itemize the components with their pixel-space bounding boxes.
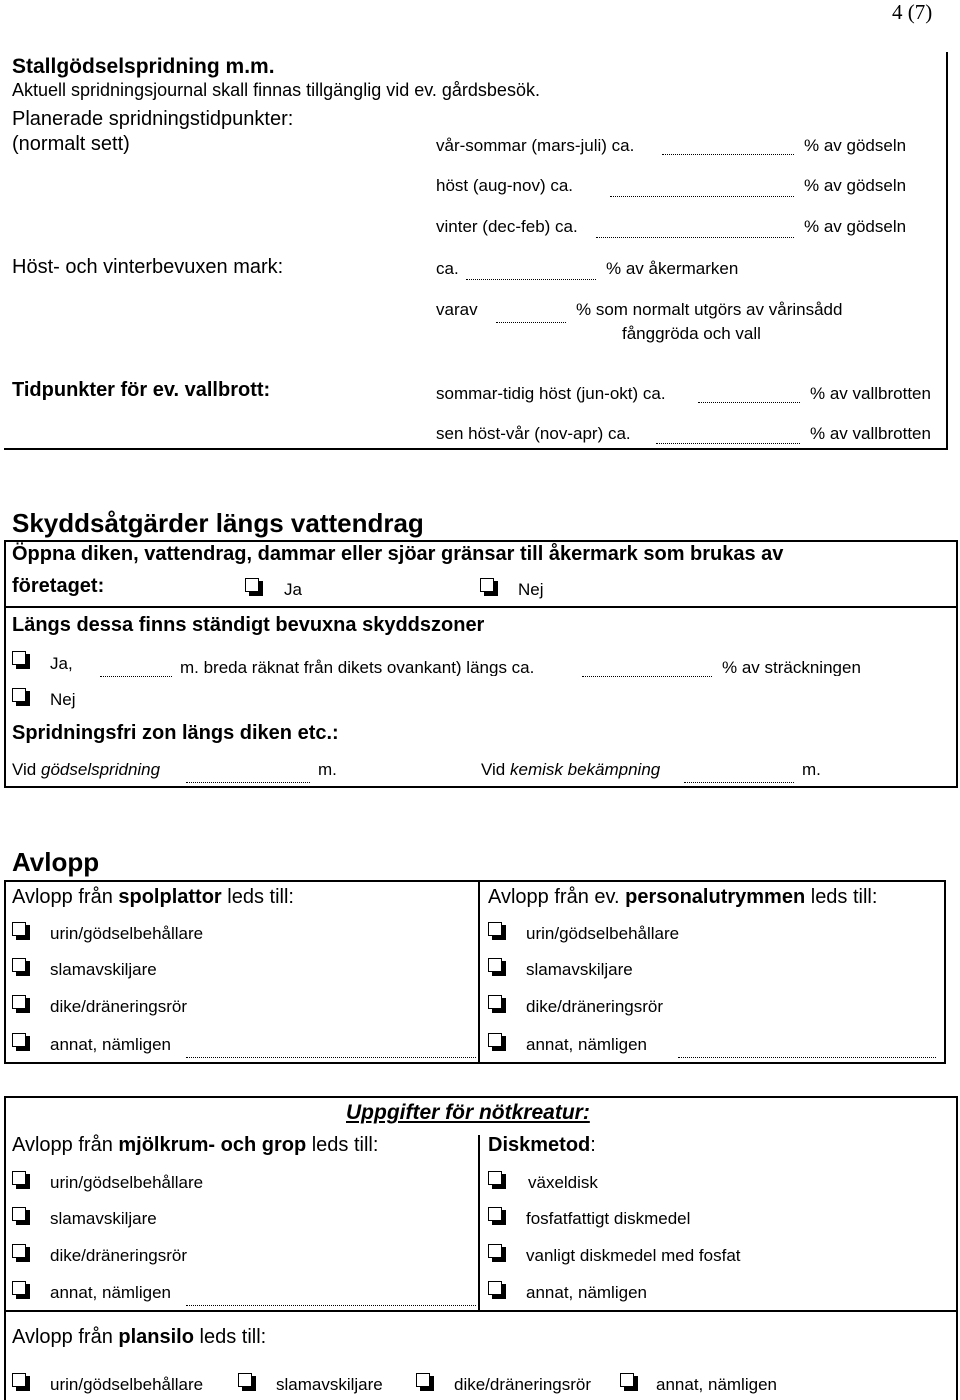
silo-dike-label: dike/dräneringsrör xyxy=(454,1375,592,1394)
dish-3-label: vanligt diskmedel med fosfat xyxy=(526,1246,741,1265)
vid-text-2: Vid xyxy=(481,760,506,779)
spring-pct-field[interactable] xyxy=(662,154,794,155)
zones-pct-unit: % av sträckningen xyxy=(722,658,861,676)
spol-annat-label: annat, nämligen xyxy=(50,1035,171,1054)
covered-pct-field[interactable] xyxy=(466,279,596,280)
spol-label xyxy=(12,886,294,909)
summer-autumn-unit: % av vallbrotten xyxy=(810,384,931,403)
summer-autumn-label: sommar-tidig höst (jun-okt) ca. xyxy=(436,384,666,403)
chemical-zone-label xyxy=(481,760,660,780)
milk-dike-label: dike/dräneringsrör xyxy=(50,1246,188,1265)
autumn-unit: % av gödseln xyxy=(804,176,907,195)
ditch-question: Öppna diken, vattendrag, dammar eller sjöar gränsar till åkermark som brukas av xyxy=(12,543,784,565)
silo-bold: plansilo xyxy=(118,1326,194,1348)
pers-urin-checkbox[interactable] xyxy=(488,922,502,936)
late-autumn-unit: % av vallbrotten xyxy=(810,424,931,443)
planned-label-sub: (normalt sett) xyxy=(12,133,130,155)
summer-autumn-pct-field[interactable] xyxy=(698,402,800,403)
milk-post: leds till: xyxy=(306,1134,379,1156)
section-title-avlopp: Avlopp xyxy=(12,847,100,877)
dish-2-label: fosfatfattigt diskmedel xyxy=(526,1209,691,1228)
ditch-yes-checkbox[interactable] xyxy=(245,578,259,592)
dish-1-label: växeldisk xyxy=(528,1173,598,1192)
pers-annat-label: annat, nämligen xyxy=(526,1035,647,1054)
spol-urin-label: urin/gödselbehållare xyxy=(50,924,204,943)
covered-land-label: Höst- och vinterbevuxen mark: xyxy=(12,256,284,278)
pers-bold: personalutrymmen xyxy=(625,886,806,908)
milk-urin-label: urin/gödselbehållare xyxy=(50,1173,204,1192)
dish-2-checkbox[interactable] xyxy=(488,1207,502,1221)
manure-zone-field[interactable] xyxy=(186,782,310,783)
dish-label xyxy=(488,1134,596,1157)
manure-zone-label xyxy=(12,760,160,780)
pers-pre: Avlopp från ev. xyxy=(488,886,626,908)
zones-pct-field[interactable] xyxy=(582,676,712,677)
milk-slam-label: slamavskiljare xyxy=(50,1209,157,1228)
silo-urin-checkbox[interactable] xyxy=(12,1373,26,1387)
milk-urin-checkbox[interactable] xyxy=(12,1171,26,1185)
milk-annat-field[interactable] xyxy=(186,1305,476,1306)
silo-slam-label: slamavskiljare xyxy=(276,1375,383,1394)
journal-note: Aktuell spridningsjournal skall finnas tillgänglig vid ev. gårdsbesök. xyxy=(12,80,540,100)
milk-label xyxy=(12,1134,378,1157)
spol-slam-label: slamavskiljare xyxy=(50,960,157,979)
page-number: 4 (7) xyxy=(892,0,933,24)
zones-yes-checkbox[interactable] xyxy=(12,651,26,665)
dish-3-checkbox[interactable] xyxy=(488,1244,502,1258)
spol-dike-checkbox[interactable] xyxy=(12,995,26,1009)
chemical-zone-field[interactable] xyxy=(684,782,794,783)
zones-yes-label: Ja, xyxy=(50,654,73,673)
zones-no-label: Nej xyxy=(50,690,76,709)
spring-label: vår-sommar (mars-juli) ca. xyxy=(436,136,635,155)
silo-dike-checkbox[interactable] xyxy=(416,1373,430,1387)
autumn-label: höst (aug-nov) ca. xyxy=(436,176,574,195)
section-title-water: Skyddsåtgärder längs vattendrag xyxy=(12,508,424,538)
ditch-question-cont: företaget: xyxy=(12,575,105,597)
silo-annat-label: annat, nämligen xyxy=(656,1375,777,1394)
dish-colon: : xyxy=(590,1134,596,1156)
milk-bold: mjölkrum- och grop xyxy=(118,1134,307,1156)
spol-pre: Avlopp från xyxy=(12,886,119,908)
milk-dike-checkbox[interactable] xyxy=(12,1244,26,1258)
silo-annat-checkbox[interactable] xyxy=(620,1373,634,1387)
silo-slam-checkbox[interactable] xyxy=(238,1373,252,1387)
covered-unit: % av åkermarken xyxy=(606,259,739,278)
winter-unit: % av gödseln xyxy=(804,217,907,236)
zones-label: Längs dessa finns ständigt bevuxna skyddszoner xyxy=(12,614,485,636)
varav-pct-field[interactable] xyxy=(496,322,566,323)
spol-bold: spolplattor xyxy=(118,886,222,908)
chemical-text: kemisk bekämpning xyxy=(510,760,661,779)
ditch-yes-label: Ja xyxy=(284,580,302,599)
vid-text-1: Vid xyxy=(12,760,37,779)
pers-dike-label: dike/dräneringsrör xyxy=(526,997,664,1016)
pers-post: leds till: xyxy=(805,886,878,908)
manure-spreading-text: gödselspridning xyxy=(41,760,161,779)
silo-post: leds till: xyxy=(193,1326,267,1348)
milk-annat-checkbox[interactable] xyxy=(12,1281,26,1295)
pers-slam-checkbox[interactable] xyxy=(488,958,502,972)
zones-width-field[interactable] xyxy=(100,676,172,677)
section-title-manure: Stallgödselspridning m.m. xyxy=(12,55,275,78)
varav-unit-1: % som normalt utgörs av vårinsådd xyxy=(576,300,843,319)
spring-unit: % av gödseln xyxy=(804,136,907,155)
spol-annat-checkbox[interactable] xyxy=(12,1033,26,1047)
varav-unit-2: fånggröda och vall xyxy=(622,324,761,343)
cattle-divider xyxy=(478,1135,480,1310)
spol-slam-checkbox[interactable] xyxy=(12,958,26,972)
zones-width-text: m. breda räknat från dikets ovankant) längs ca. xyxy=(180,658,535,676)
late-autumn-pct-field[interactable] xyxy=(656,443,800,444)
late-autumn-label: sen höst-vår (nov-apr) ca. xyxy=(436,424,631,443)
spol-annat-field[interactable] xyxy=(186,1057,476,1058)
manure-zone-unit: m. xyxy=(318,760,337,779)
pers-urin-label: urin/gödselbehållare xyxy=(526,924,680,943)
avlopp-divider xyxy=(478,880,480,1064)
pers-slam-label: slamavskiljare xyxy=(526,960,633,979)
winter-pct-field[interactable] xyxy=(596,237,794,238)
dish-4-checkbox[interactable] xyxy=(488,1281,502,1295)
pers-annat-field[interactable] xyxy=(678,1057,936,1058)
milk-slam-checkbox[interactable] xyxy=(12,1207,26,1221)
dish-1-checkbox[interactable] xyxy=(488,1171,502,1185)
pers-dike-checkbox[interactable] xyxy=(488,995,502,1009)
spol-urin-checkbox[interactable] xyxy=(12,922,26,936)
free-zone-label: Spridningsfri zon längs diken etc.: xyxy=(12,722,339,744)
silo-pre: Avlopp från xyxy=(12,1326,119,1348)
covered-ca: ca. xyxy=(436,259,459,278)
spol-post: leds till: xyxy=(221,886,294,908)
ley-label: Tidpunkter för ev. vallbrott: xyxy=(12,379,271,401)
winter-label: vinter (dec-feb) ca. xyxy=(436,217,578,236)
cattle-title: Uppgifter för nötkreatur: xyxy=(346,1101,590,1124)
zones-no-checkbox[interactable] xyxy=(12,688,26,702)
chemical-zone-unit: m. xyxy=(802,760,821,779)
pers-label xyxy=(488,886,877,909)
pers-annat-checkbox[interactable] xyxy=(488,1033,502,1047)
silo-label xyxy=(12,1326,266,1349)
cattle-row-divider xyxy=(4,1310,958,1312)
spol-dike-label: dike/dräneringsrör xyxy=(50,997,188,1016)
ditch-no-label: Nej xyxy=(518,580,544,599)
autumn-pct-field[interactable] xyxy=(610,196,794,197)
milk-pre: Avlopp från xyxy=(12,1134,119,1156)
silo-urin-label: urin/gödselbehållare xyxy=(50,1375,204,1394)
varav-label: varav xyxy=(436,300,478,319)
dish-label-bold: Diskmetod xyxy=(488,1134,591,1156)
milk-annat-label: annat, nämligen xyxy=(50,1283,171,1302)
planned-label: Planerade spridningstidpunkter: xyxy=(12,108,294,130)
ditch-no-checkbox[interactable] xyxy=(480,578,494,592)
dish-4-label: annat, nämligen xyxy=(526,1283,647,1302)
